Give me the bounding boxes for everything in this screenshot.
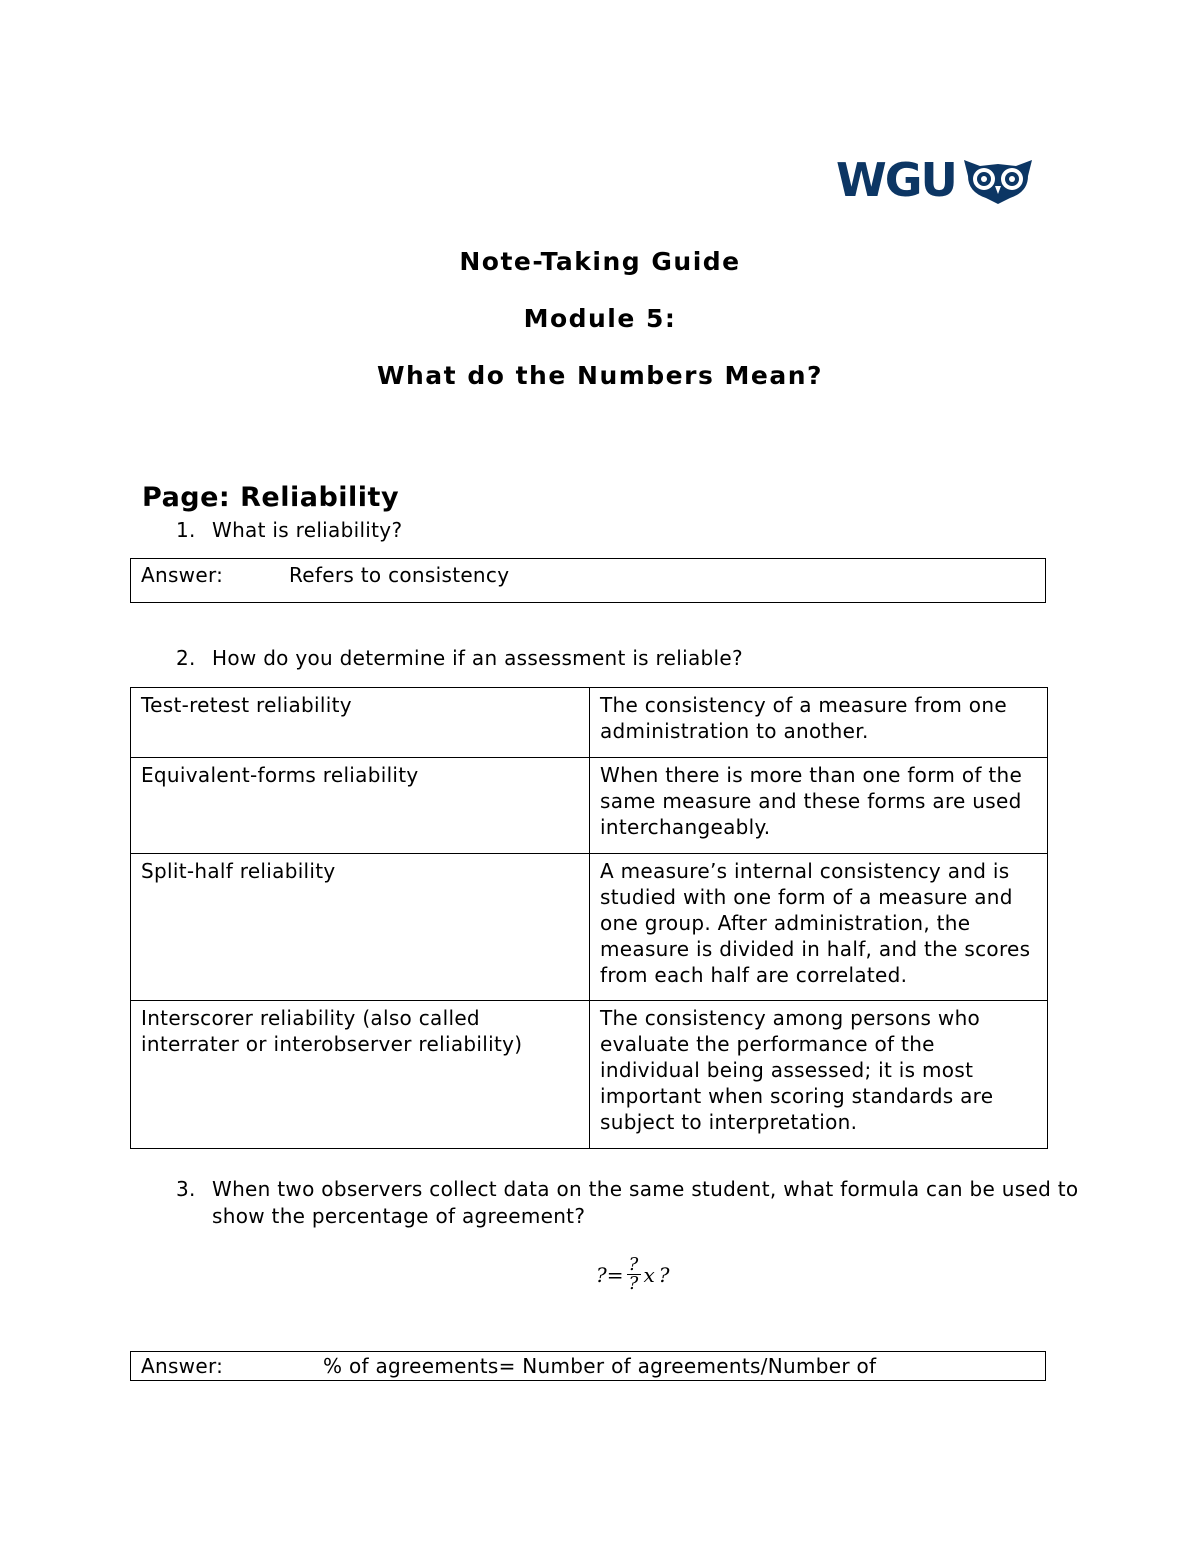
question-number: 3. xyxy=(176,1177,196,1201)
document-titles xyxy=(0,242,1200,413)
term-cell: Equivalent-forms reliability xyxy=(131,758,590,854)
reliability-table xyxy=(130,687,1048,1149)
definition-cell: When there is more than one form of the same measure and these forms are used interchangeably. xyxy=(590,758,1048,854)
formula-times: x xyxy=(643,1262,655,1287)
question-1 xyxy=(176,517,1046,544)
question-number: 1. xyxy=(176,518,196,542)
wgu-logo xyxy=(836,153,1034,207)
table-row xyxy=(131,1001,1048,1149)
term-cell: Interscorer reliability (also called interrater or interobserver reliability) xyxy=(131,1001,590,1149)
formula-numerator: ? xyxy=(628,1254,639,1275)
question-number: 2. xyxy=(176,646,196,670)
definition-cell: A measure’s internal consistency and is studied with one form of a measure and one group. After administration, the measure is divided in half, and the scores from each half are correlated. xyxy=(590,854,1048,1001)
formula-equals: = xyxy=(606,1262,624,1287)
table-row xyxy=(131,854,1048,1001)
formula-denominator: ? xyxy=(628,1273,639,1294)
answer-value: Refers to consistency xyxy=(289,563,510,587)
question-text: How do you determine if an assessment is reliable? xyxy=(212,646,743,670)
question-2 xyxy=(176,645,1046,672)
formula-lhs: ? xyxy=(596,1262,607,1287)
question-text: What is reliability? xyxy=(212,518,403,542)
term-cell: Test-retest reliability xyxy=(131,688,590,758)
answer-box-1 xyxy=(130,558,1046,603)
definition-cell: The consistency among persons who evaluate the performance of the individual being assessed; it is most important when scoring standards are subject to interpretation. xyxy=(590,1001,1048,1149)
question-text: When two observers collect data on the same student, what formula can be used to show the percentage of agreement? xyxy=(212,1177,1079,1228)
answer-box-3 xyxy=(130,1351,1046,1381)
term-cell: Split-half reliability xyxy=(131,854,590,1001)
table-row xyxy=(131,688,1048,758)
title-line-2: Module 5: xyxy=(523,304,677,333)
definition-cell: The consistency of a measure from one administration to another. xyxy=(590,688,1048,758)
owl-icon xyxy=(962,156,1034,204)
percentage-formula xyxy=(596,1256,670,1293)
answer-label: Answer: xyxy=(141,563,224,587)
title-line-3: What do the Numbers Mean? xyxy=(376,361,824,390)
formula-rhs: ? xyxy=(658,1262,670,1287)
section-heading: Page: Reliability xyxy=(142,482,400,513)
answer-label: Answer: xyxy=(141,1354,224,1378)
logo-text: WGU xyxy=(836,153,956,207)
answer-value: % of agreements= Number of agreements/Number of xyxy=(323,1354,877,1378)
title-line-1: Note-Taking Guide xyxy=(459,247,741,276)
question-3 xyxy=(176,1176,1082,1230)
formula-fraction xyxy=(627,1256,641,1293)
table-row xyxy=(131,758,1048,854)
